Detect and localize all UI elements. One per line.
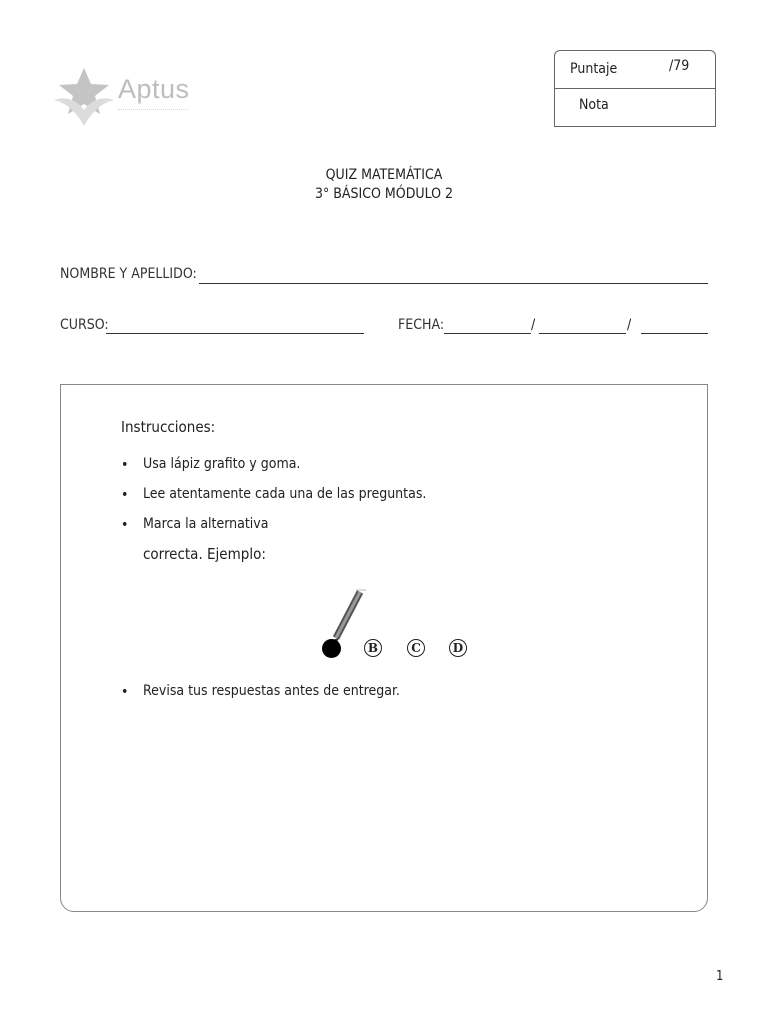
puntaje-label: Puntaje [570,61,618,77]
nota-label: Nota [579,97,609,113]
date-separator: / [531,317,536,333]
bullet: • [121,457,129,473]
curso-label: CURSO: [60,317,109,333]
logo-text: Aptus [118,74,190,104]
example-option-c: C [407,639,425,657]
instruction-item: Revisa tus respuestas antes de entregar. [143,683,400,699]
nombre-field[interactable] [199,283,708,284]
bullet: • [121,487,129,503]
instruction-item: Marca la alternativa [143,516,269,532]
page-number: 1 [716,969,724,984]
instructions-title: Instrucciones: [121,418,216,436]
fecha-day-field[interactable] [444,333,531,334]
curso-field[interactable] [106,333,364,334]
bullet: • [121,684,129,700]
fecha-month-field[interactable] [539,333,626,334]
example-option-b: B [364,639,382,657]
bullet: • [121,517,129,533]
example-option-d: D [449,639,467,657]
fecha-label: FECHA: [398,317,445,333]
instruction-item-continuation: correcta. Ejemplo: [143,545,266,563]
fecha-year-field[interactable] [641,333,708,334]
score-box-bottom-border [554,126,716,127]
score-box [554,50,716,127]
logo-tagline [118,109,188,113]
example-option-a-filled [322,639,341,658]
pencil-icon [330,588,370,644]
nombre-label: NOMBRE Y APELLIDO: [60,266,197,282]
instruction-item: Usa lápiz grafito y goma. [143,456,301,472]
date-separator: / [627,317,632,333]
instruction-item: Lee atentamente cada una de las preguntas. [143,486,427,502]
puntaje-total: /79 [669,58,690,74]
quiz-title: QUIZ MATEMÁTICA [325,167,443,183]
quiz-subtitle: 3° BÁSICO MÓDULO 2 [314,186,454,202]
